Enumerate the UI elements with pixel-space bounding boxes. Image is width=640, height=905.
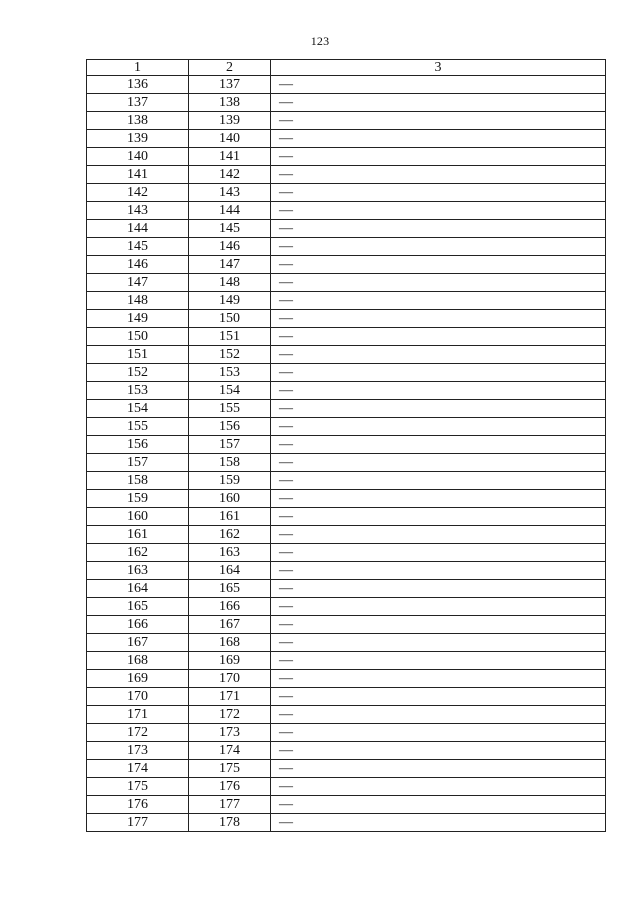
table-cell-number: 149 [87, 310, 189, 328]
table-cell-number: 161 [189, 508, 271, 526]
table-cell-number: 157 [87, 454, 189, 472]
table-cell-number: 176 [189, 778, 271, 796]
table-cell-dash: — [271, 220, 606, 238]
table-row [87, 508, 606, 526]
table-cell-number: 154 [189, 382, 271, 400]
table-cell-number: 147 [189, 256, 271, 274]
table-cell-number: 139 [87, 130, 189, 148]
table-row [87, 634, 606, 652]
table-cell-dash: — [271, 706, 606, 724]
page-number: 123 [310, 34, 330, 48]
table-cell-number: 164 [189, 562, 271, 580]
table-cell-number: 143 [87, 202, 189, 220]
table-cell-number: 176 [87, 796, 189, 814]
table-row [87, 472, 606, 490]
table-row [87, 256, 606, 274]
table-cell-number: 146 [87, 256, 189, 274]
table-row [87, 166, 606, 184]
table-cell-dash: — [271, 616, 606, 634]
table-row [87, 688, 606, 706]
table-cell-number: 169 [87, 670, 189, 688]
table-cell-number: 144 [189, 202, 271, 220]
table-cell-dash: — [271, 508, 606, 526]
table-cell-number: 142 [189, 166, 271, 184]
table-cell-number: 174 [87, 760, 189, 778]
table-cell-number: 159 [87, 490, 189, 508]
table-cell-dash: — [271, 778, 606, 796]
table-cell-number: 156 [189, 418, 271, 436]
table-cell-number: 151 [87, 346, 189, 364]
table-cell-number: 153 [189, 364, 271, 382]
table-cell-dash: — [271, 94, 606, 112]
table-cell-number: 168 [189, 634, 271, 652]
table-cell-number: 160 [87, 508, 189, 526]
table-cell-number: 150 [189, 310, 271, 328]
table-cell-number: 144 [87, 220, 189, 238]
table-cell-dash: — [271, 346, 606, 364]
table-cell-number: 177 [87, 814, 189, 832]
table-cell-dash: — [271, 454, 606, 472]
table-cell-number: 152 [189, 346, 271, 364]
table-row [87, 742, 606, 760]
table-row [87, 184, 606, 202]
table-cell-number: 163 [189, 544, 271, 562]
table-cell-number: 154 [87, 400, 189, 418]
table-row [87, 130, 606, 148]
table-row [87, 562, 606, 580]
table-cell-number: 155 [87, 418, 189, 436]
table-cell-dash: — [271, 418, 606, 436]
table-cell-dash: — [271, 580, 606, 598]
column-header-3: 3 [271, 60, 606, 76]
table-cell-dash: — [271, 112, 606, 130]
table-cell-number: 175 [87, 778, 189, 796]
table-cell-dash: — [271, 436, 606, 454]
table-cell-dash: — [271, 166, 606, 184]
table-body [87, 76, 606, 832]
table-cell-number: 146 [189, 238, 271, 256]
table-cell-number: 138 [87, 112, 189, 130]
table-cell-number: 170 [189, 670, 271, 688]
table-cell-number: 143 [189, 184, 271, 202]
table-cell-dash: — [271, 274, 606, 292]
table-row [87, 598, 606, 616]
table-cell-dash: — [271, 526, 606, 544]
table-cell-number: 170 [87, 688, 189, 706]
table-row [87, 382, 606, 400]
table-cell-number: 161 [87, 526, 189, 544]
table-cell-dash: — [271, 400, 606, 418]
table-row [87, 238, 606, 256]
table-cell-dash: — [271, 472, 606, 490]
table-row [87, 760, 606, 778]
table-cell-dash: — [271, 544, 606, 562]
table-cell-number: 155 [189, 400, 271, 418]
table-cell-dash: — [271, 364, 606, 382]
table-cell-number: 174 [189, 742, 271, 760]
table-row [87, 706, 606, 724]
table-cell-number: 138 [189, 94, 271, 112]
table-cell-number: 150 [87, 328, 189, 346]
table-row [87, 148, 606, 166]
table-cell-dash: — [271, 328, 606, 346]
table-cell-dash: — [271, 634, 606, 652]
table-cell-number: 152 [87, 364, 189, 382]
table-cell-dash: — [271, 148, 606, 166]
table-cell-dash: — [271, 238, 606, 256]
table-cell-number: 136 [87, 76, 189, 94]
table-cell-number: 137 [189, 76, 271, 94]
table-row [87, 310, 606, 328]
table-cell-dash: — [271, 688, 606, 706]
table-cell-number: 165 [87, 598, 189, 616]
table-row [87, 346, 606, 364]
table-cell-number: 175 [189, 760, 271, 778]
table-cell-number: 164 [87, 580, 189, 598]
table-cell-number: 149 [189, 292, 271, 310]
table-row [87, 436, 606, 454]
table-row [87, 580, 606, 598]
table-cell-number: 148 [87, 292, 189, 310]
table-row [87, 544, 606, 562]
table-cell-number: 147 [87, 274, 189, 292]
table-row [87, 400, 606, 418]
table-row [87, 526, 606, 544]
table-cell-number: 163 [87, 562, 189, 580]
table-cell-number: 140 [189, 130, 271, 148]
table-row [87, 778, 606, 796]
table-row [87, 724, 606, 742]
table-cell-number: 158 [87, 472, 189, 490]
table-cell-number: 151 [189, 328, 271, 346]
table-cell-dash: — [271, 490, 606, 508]
table-cell-number: 168 [87, 652, 189, 670]
table-row [87, 76, 606, 94]
table-cell-number: 167 [189, 616, 271, 634]
table-row [87, 274, 606, 292]
table-row [87, 112, 606, 130]
table-cell-number: 171 [87, 706, 189, 724]
table-cell-number: 159 [189, 472, 271, 490]
table-cell-dash: — [271, 562, 606, 580]
table-cell-number: 141 [189, 148, 271, 166]
table-row [87, 454, 606, 472]
table-cell-number: 166 [87, 616, 189, 634]
table-cell-dash: — [271, 742, 606, 760]
table-cell-number: 148 [189, 274, 271, 292]
table-cell-number: 142 [87, 184, 189, 202]
table-cell-number: 153 [87, 382, 189, 400]
table-cell-number: 145 [87, 238, 189, 256]
table-header-row [87, 60, 606, 76]
table-cell-number: 137 [87, 94, 189, 112]
table-cell-number: 158 [189, 454, 271, 472]
column-header-1: 1 [87, 60, 189, 76]
table-cell-number: 157 [189, 436, 271, 454]
table-cell-dash: — [271, 292, 606, 310]
table-row [87, 418, 606, 436]
table-cell-number: 139 [189, 112, 271, 130]
table-row [87, 670, 606, 688]
table-cell-number: 177 [189, 796, 271, 814]
table-cell-number: 173 [87, 742, 189, 760]
table-cell-number: 140 [87, 148, 189, 166]
table-row [87, 364, 606, 382]
table-cell-dash: — [271, 130, 606, 148]
table-cell-dash: — [271, 310, 606, 328]
table-row [87, 220, 606, 238]
data-table [86, 59, 606, 832]
table-cell-number: 141 [87, 166, 189, 184]
table-cell-dash: — [271, 184, 606, 202]
table-row [87, 328, 606, 346]
table-row [87, 796, 606, 814]
table-cell-dash: — [271, 202, 606, 220]
table-cell-number: 172 [189, 706, 271, 724]
table-cell-dash: — [271, 256, 606, 274]
table-row [87, 814, 606, 832]
table-row [87, 652, 606, 670]
table-header [87, 60, 606, 76]
table-cell-number: 162 [87, 544, 189, 562]
table-cell-dash: — [271, 598, 606, 616]
table-cell-number: 160 [189, 490, 271, 508]
table-cell-number: 162 [189, 526, 271, 544]
table-cell-dash: — [271, 814, 606, 832]
table-row [87, 94, 606, 112]
table-cell-dash: — [271, 382, 606, 400]
table-cell-dash: — [271, 796, 606, 814]
table-cell-dash: — [271, 670, 606, 688]
table-cell-number: 169 [189, 652, 271, 670]
table-cell-number: 173 [189, 724, 271, 742]
table-cell-number: 167 [87, 634, 189, 652]
column-header-2: 2 [189, 60, 271, 76]
table-cell-number: 178 [189, 814, 271, 832]
table-cell-dash: — [271, 76, 606, 94]
table-cell-dash: — [271, 760, 606, 778]
table-row [87, 202, 606, 220]
table-cell-number: 165 [189, 580, 271, 598]
table-cell-number: 156 [87, 436, 189, 454]
table-row [87, 292, 606, 310]
table-cell-dash: — [271, 724, 606, 742]
table-row [87, 490, 606, 508]
table-cell-number: 171 [189, 688, 271, 706]
table-cell-number: 172 [87, 724, 189, 742]
table-cell-number: 166 [189, 598, 271, 616]
table-cell-dash: — [271, 652, 606, 670]
table-cell-number: 145 [189, 220, 271, 238]
table-row [87, 616, 606, 634]
